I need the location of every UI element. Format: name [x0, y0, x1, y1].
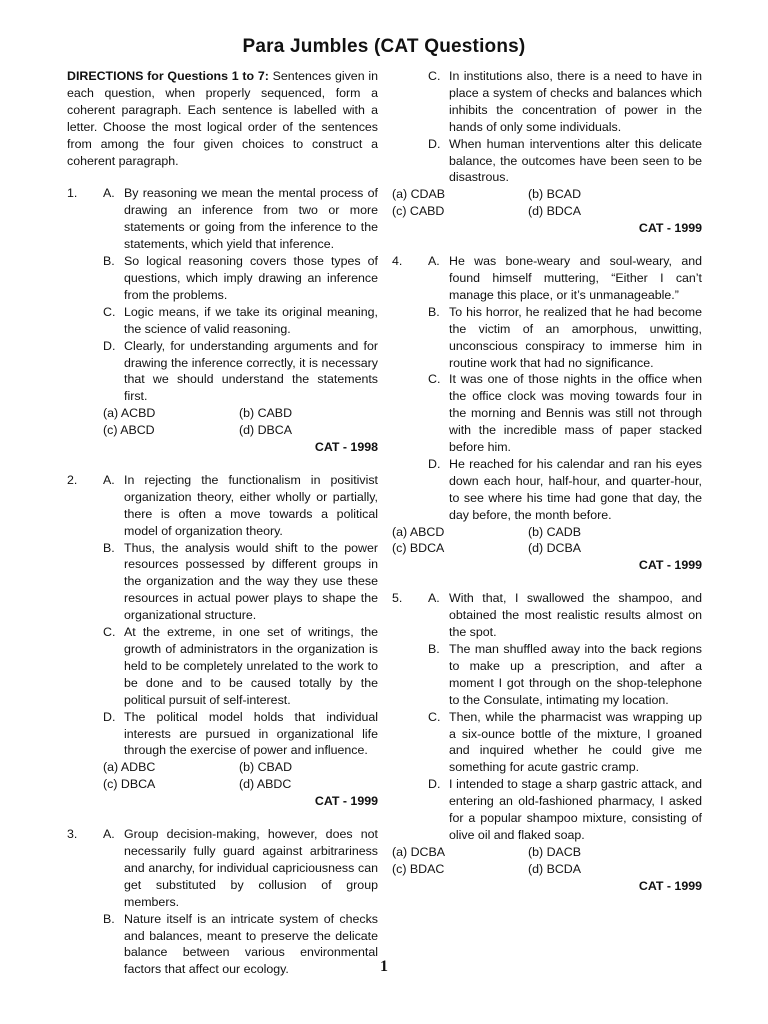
option-d: (d) DBCA	[239, 423, 293, 438]
sentence-letter: C.	[103, 304, 116, 319]
source-tag: CAT - 1999	[314, 794, 378, 809]
sentence	[392, 371, 702, 456]
sentence	[392, 253, 702, 304]
option-b: (b) CADB	[528, 524, 582, 539]
page-title: Para Jumbles (CAT Questions)	[242, 36, 526, 57]
sentence	[67, 304, 378, 338]
question-number: 3.	[67, 827, 78, 842]
directions	[67, 68, 378, 169]
sentence	[67, 624, 378, 709]
sentence-letter: C.	[103, 625, 116, 640]
option-d: (d) BDCA	[528, 204, 582, 219]
answer-options	[392, 186, 702, 220]
sentence-letter: B.	[103, 911, 115, 926]
sentence	[392, 304, 702, 372]
sentence-letter: D.	[103, 338, 116, 353]
option-c: (c) BDAC	[392, 861, 445, 876]
option-a: (a) ACBD	[103, 406, 156, 421]
sentence	[67, 185, 378, 253]
sentence	[67, 253, 378, 304]
question-3-continued	[392, 68, 702, 237]
answer-options	[392, 524, 702, 558]
sentence-letter: B.	[428, 642, 440, 656]
sentence	[67, 338, 378, 406]
sentence-letter: A.	[428, 254, 440, 269]
sentence-letter: D.	[428, 456, 441, 471]
sentence-text: So logical reasoning covers those types of questions, which imply drawing an inference from the problems.	[124, 254, 378, 302]
sentence-letter: A.	[103, 472, 115, 487]
sentence-letter: D.	[428, 777, 441, 792]
sentence-letter: C.	[428, 69, 441, 83]
question-3	[67, 826, 378, 978]
answer-options	[67, 405, 378, 439]
sentence-letter: A.	[103, 827, 115, 842]
sentence-text: Then, while the pharmacist was wrapping up a six-ounce bottle of the mixture, I groaned and inquired whether he could give me something for acute gastric cramp.	[449, 709, 702, 775]
option-d: (d) BCDA	[528, 861, 582, 876]
answer-options	[67, 759, 378, 793]
sentence-letter: B.	[428, 304, 440, 319]
option-b: (b) BCAD	[528, 187, 582, 202]
question-number: 4.	[392, 254, 403, 269]
question-number: 1.	[67, 186, 78, 201]
option-a: (a) CDAB	[392, 187, 446, 202]
answer-options	[392, 844, 702, 878]
question-2	[67, 472, 378, 810]
sentence-letter: A.	[428, 591, 440, 606]
directions-label: DIRECTIONS for Questions 1 to 7:	[67, 69, 269, 83]
sentence	[392, 456, 702, 524]
sentence-text: Clearly, for understanding arguments and for drawing the inference correctly, it is necessary that we should understand the statements first.	[124, 338, 378, 404]
sentence-text: The political model holds that individual interests are pursued in organizational life through the exercise of power and influence.	[124, 709, 378, 758]
sentence-text: By reasoning we mean the mental process of drawing an inference from two or more statements or going from the inference to the statements, which yield that inference.	[124, 186, 378, 252]
sentence-letter: D.	[103, 709, 116, 724]
sentence	[67, 826, 378, 911]
sentence-text: I intended to stage a sharp gastric attack, and entering an old-fashioned pharmacy, I asked for a popular shampoo mixture, consisting of olive oil and flaked soap.	[449, 777, 702, 842]
sentence-text: Group decision-making, however, does not necessarily fully guard against arbitrariness and anarchy, for individual capriciousness can get substituted by collusion of group members.	[124, 827, 378, 909]
sentence-text: Thus, the analysis would shift to the power resources possessed by different groups in the organization and the way they use these resources in actual power plays to shape the organizational structure.	[124, 540, 378, 623]
source-tag: CAT - 1999	[638, 878, 702, 893]
question-4	[392, 253, 702, 574]
option-d: (d) ABDC	[239, 777, 292, 792]
sentence-letter: C.	[428, 372, 441, 387]
option-d: (d) DCBA	[528, 541, 582, 556]
right-column	[392, 68, 702, 895]
question-number: 2.	[67, 472, 78, 487]
sentence-text: It was one of those nights in the office when the office clock was moving towards four in the morning and Bennis was still not through with the incredible mass of paper stacked before him.	[449, 372, 702, 455]
sentence-text: At the extreme, in one set of writings, the growth of administrators in the organization is held to be completely unrelated to the work to be done and to be caused totally by the political pursuit of self-interest.	[124, 625, 378, 707]
option-b: (b) CABD	[239, 406, 293, 421]
left-column	[67, 68, 378, 978]
option-a: (a) DCBA	[392, 844, 446, 859]
sentence-text: In institutions also, there is a need to have in place a system of checks and balances which inhibits the concentration of power in the hands of only some individuals.	[449, 69, 702, 134]
sentence-text: Nature itself is an intricate system of checks and balances, meant to preserve the delicate balance between various environmental factors that affect our ecology.	[124, 911, 378, 977]
sentence	[67, 540, 378, 625]
sentence	[392, 641, 702, 709]
sentence-text: With that, I swallowed the shampoo, and obtained the most realistic results almost on the spot.	[449, 591, 702, 640]
sentence-text: To his horror, he realized that he had become the victim of an amorphous, unwitting, unconscious conspiracy to immerse him in routine work that had no significance.	[449, 304, 702, 370]
sentence	[392, 776, 702, 844]
sentence-letter: C.	[428, 709, 441, 724]
option-c: (c) BDCA	[392, 541, 445, 556]
sentence	[67, 709, 378, 760]
source-tag: CAT - 1998	[314, 440, 378, 455]
option-c: (c) ABCD	[103, 423, 155, 438]
option-a: (a) ABCD	[392, 524, 445, 539]
sentence-letter: D.	[428, 136, 441, 151]
sentence	[67, 472, 378, 540]
sentence-letter: B.	[103, 540, 115, 555]
sentence	[392, 136, 702, 187]
option-a: (a) ADBC	[103, 760, 156, 775]
sentence-text: Logic means, if we take its original meaning, the science of valid reasoning.	[124, 304, 378, 336]
sentence-text: In rejecting the functionalism in positivist organization theory, either wholly or partially, there is often a move towards a political model of organization theory.	[124, 472, 378, 538]
sentence	[392, 709, 702, 777]
sentence-letter: A.	[103, 186, 115, 201]
option-b: (b) CBAD	[239, 760, 293, 775]
sentence-text: He reached for his calendar and ran his eyes down each hour, half-hour, and quarter-hour, to see where his time had gone that day, the day before, the month before.	[449, 456, 702, 522]
page-number: 1	[380, 958, 388, 975]
option-b: (b) DACB	[528, 844, 582, 859]
sentence-letter: B.	[103, 254, 115, 269]
sentence-text: The man shuffled away into the back regions to make up a prescription, and after a moment I got through on the shop-telephone to the Consulate, intimating my location.	[449, 642, 702, 707]
question-5	[392, 590, 702, 894]
option-c: (c) CABD	[392, 204, 445, 219]
source-tag: CAT - 1999	[638, 221, 702, 236]
source-tag: CAT - 1999	[638, 558, 702, 573]
option-c: (c) DBCA	[103, 777, 156, 792]
directions-text: Sentences given in each question, when properly sequenced, form a coherent paragraph. Each sentence is labelled with a letter. Choose the most logical order of the sentences from among the four given choices to construct a coherent paragraph.	[67, 69, 378, 168]
sentence-text: He was bone-weary and soul-weary, and found himself muttering, “Either I can’t manage this place, or it’s unmanageable.”	[449, 254, 702, 302]
question-1	[67, 185, 378, 456]
sentence	[392, 68, 702, 136]
question-number: 5.	[392, 591, 403, 606]
sentence-text: When human interventions alter this delicate balance, the outcomes have been seen to be disastrous.	[449, 136, 702, 185]
sentence	[392, 590, 702, 641]
